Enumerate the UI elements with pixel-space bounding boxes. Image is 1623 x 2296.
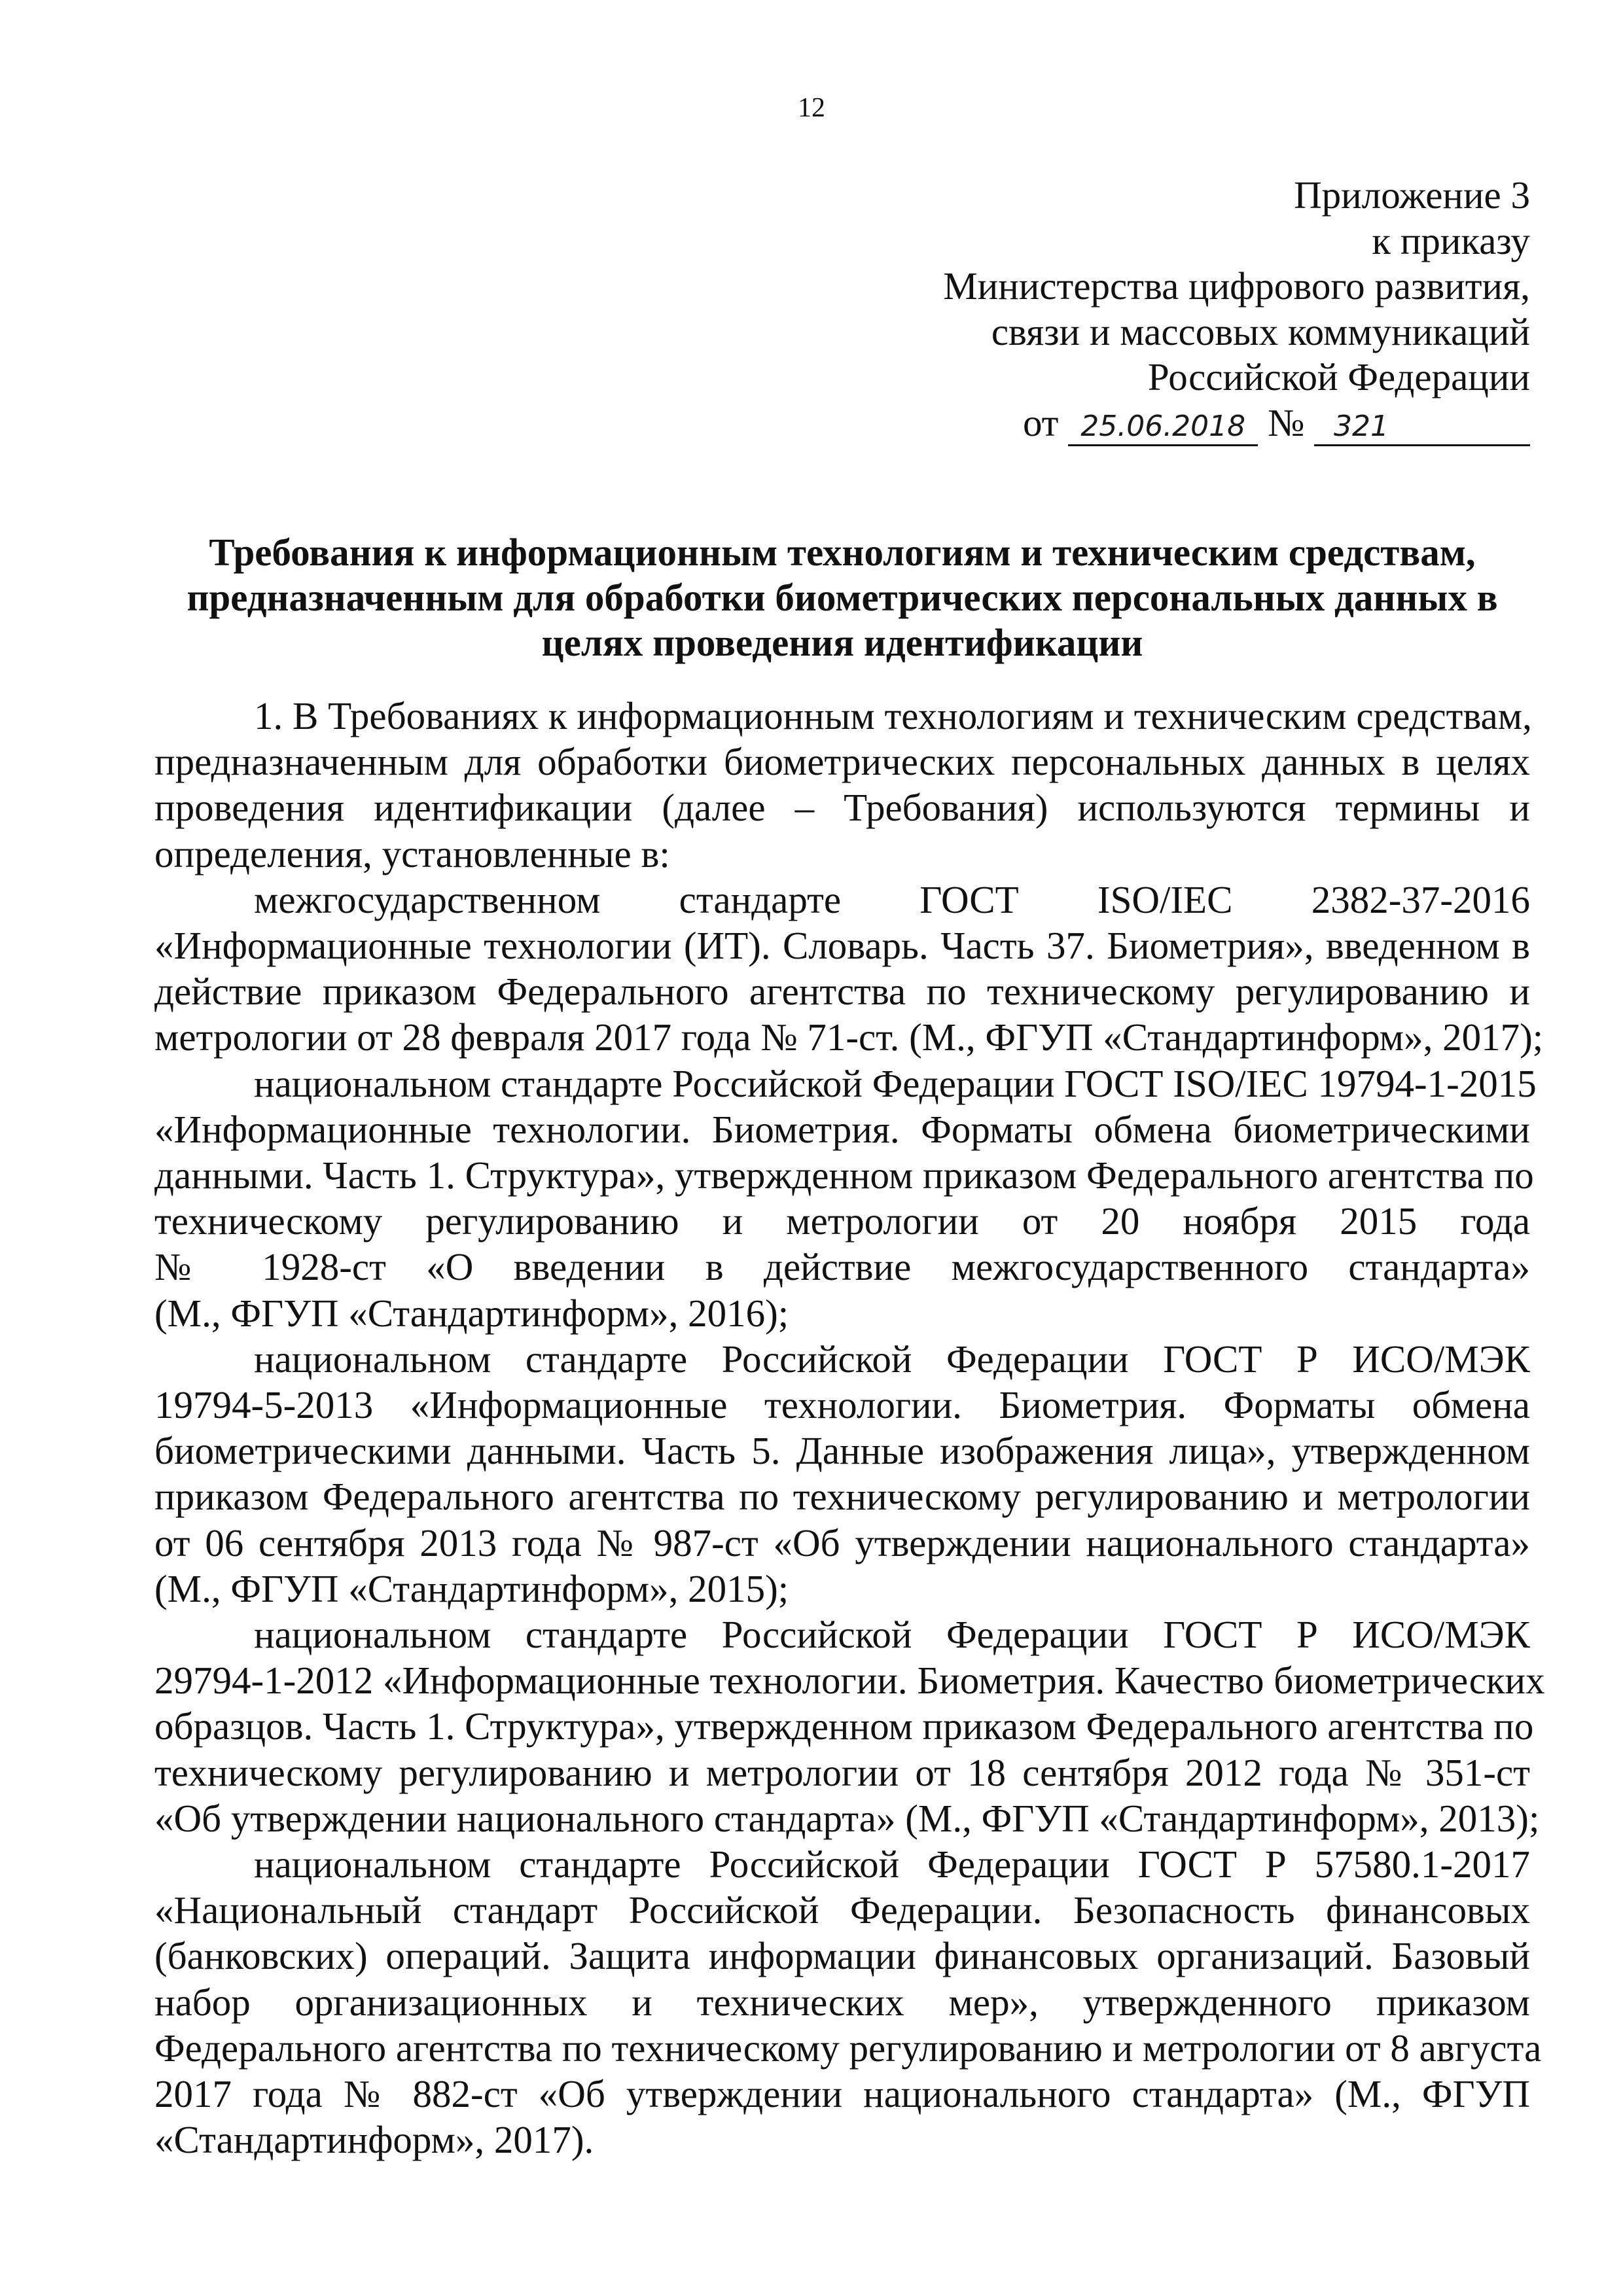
page-number: 12 [798, 93, 825, 123]
appendix-line: к приказу [1372, 219, 1530, 262]
text-line: проведения идентификации (далее – Требования) используются термины и [154, 786, 1530, 830]
order-date-field [1068, 405, 1258, 446]
text-line: техническому регулированию и метрологии от 18 сентября 2012 года № 351-ст [154, 1750, 1530, 1794]
text-line: национальном стандарте Российской Федерации ГОСТ ISO/IEC 19794-1-2015 [254, 1061, 1537, 1105]
text-line: национальном стандарте Российской Федерации ГОСТ Р ИСО/МЭК [254, 1613, 1530, 1657]
text-line: 29794-1-2012 «Информационные технологии. Биометрия. Качество биометрических [154, 1659, 1545, 1703]
handwritten-date: 25.06.2018 [1080, 409, 1246, 443]
date-prefix: от [1022, 400, 1059, 444]
text-line: «Информационные технологии (ИТ). Словарь. Часть 37. Биометрия», введенном в [154, 924, 1530, 968]
handwritten-number: 321 [1334, 409, 1389, 443]
text-line: Федерального агентства по техническому регулированию и метрологии от 8 августа [154, 2026, 1542, 2070]
text-line: «Стандартинформ», 2017). [154, 2118, 594, 2162]
document-body [154, 693, 1545, 2163]
text-line: национальном стандарте Российской Федерации ГОСТ Р 57580.1-2017 [254, 1843, 1530, 1886]
appendix-line: Министерства цифрового развития, [943, 264, 1530, 308]
text-line: биометрическими данными. Часть 5. Данные изображения лица», утвержденном [154, 1429, 1530, 1473]
text-line: действие приказом Федерального агентства по техническому регулированию и [154, 970, 1530, 1014]
text-line: приказом Федерального агентства по техническому регулированию и метрологии [154, 1475, 1530, 1519]
text-line: данными. Часть 1. Структура», утвержденном приказом Федерального агентства по [154, 1154, 1534, 1197]
text-line: «Национальный стандарт Российской Федерации. Безопасность финансовых [154, 1888, 1530, 1932]
title-line: Требования к информационным технологиям и техническим средствам, [209, 531, 1476, 574]
text-line: межгосударственном стандарте ГОСТ ISO/IEC 2382-37-2016 [254, 877, 1530, 921]
text-line: техническому регулированию и метрологии от 20 ноября 2015 года [154, 1199, 1530, 1243]
order-date-number-line [810, 400, 1530, 446]
appendix-line: связи и массовых коммуникаций [991, 309, 1530, 353]
text-line: «Информационные технологии. Биометрия. Форматы обмена биометрическими [154, 1107, 1530, 1151]
appendix-line: Приложение 3 [1294, 173, 1530, 217]
text-line: набор организационных и технических мер», утвержденного приказом [154, 1980, 1530, 2024]
text-line: предназначенным для обработки биометрических персональных данных в целях [154, 740, 1530, 784]
text-line: (банковских) операций. Защита информации финансовых организаций. Базовый [154, 1934, 1530, 1978]
text-line: «Об утверждении национального стандарта» (М., ФГУП «Стандартинформ», 2013); [154, 1796, 1540, 1840]
text-line: национальном стандарте Российской Федерации ГОСТ Р ИСО/МЭК [254, 1337, 1530, 1381]
text-line: 19794-5-2013 «Информационные технологии. Биометрия. Форматы обмена [154, 1383, 1530, 1427]
text-line: (М., ФГУП «Стандартинформ», 2016); [154, 1291, 789, 1335]
appendix-header [810, 173, 1530, 446]
text-line: (М., ФГУП «Стандартинформ», 2015); [154, 1566, 789, 1610]
text-line: образцов. Часть 1. Структура», утвержденном приказом Федерального агентства по [154, 1704, 1534, 1748]
text-line: метрологии от 28 февраля 2017 года № 71-ст. (М., ФГУП «Стандартинформ», 2017); [154, 1016, 1544, 1059]
text-line: определения, установленные в: [154, 832, 670, 875]
text-line: от 06 сентября 2013 года № 987-ст «Об утверждении национального стандарта» [154, 1521, 1530, 1564]
title-line: целях проведения идентификации [541, 621, 1143, 664]
title-line: предназначенным для обработки биометрических персональных данных в [187, 576, 1498, 619]
document-title [154, 530, 1530, 665]
text-line: 2017 года № 882-ст «Об утверждении национального стандарта» (М., ФГУП [154, 2072, 1530, 2116]
text-line: 1. В Требованиях к информационным технологиям и техническим средствам, [254, 694, 1532, 737]
order-number-field [1314, 405, 1530, 446]
number-label: № [1267, 400, 1305, 444]
text-line: № 1928-ст «О введении в действие межгосударственного стандарта» [154, 1245, 1530, 1289]
appendix-line: Российской Федерации [1147, 355, 1530, 398]
